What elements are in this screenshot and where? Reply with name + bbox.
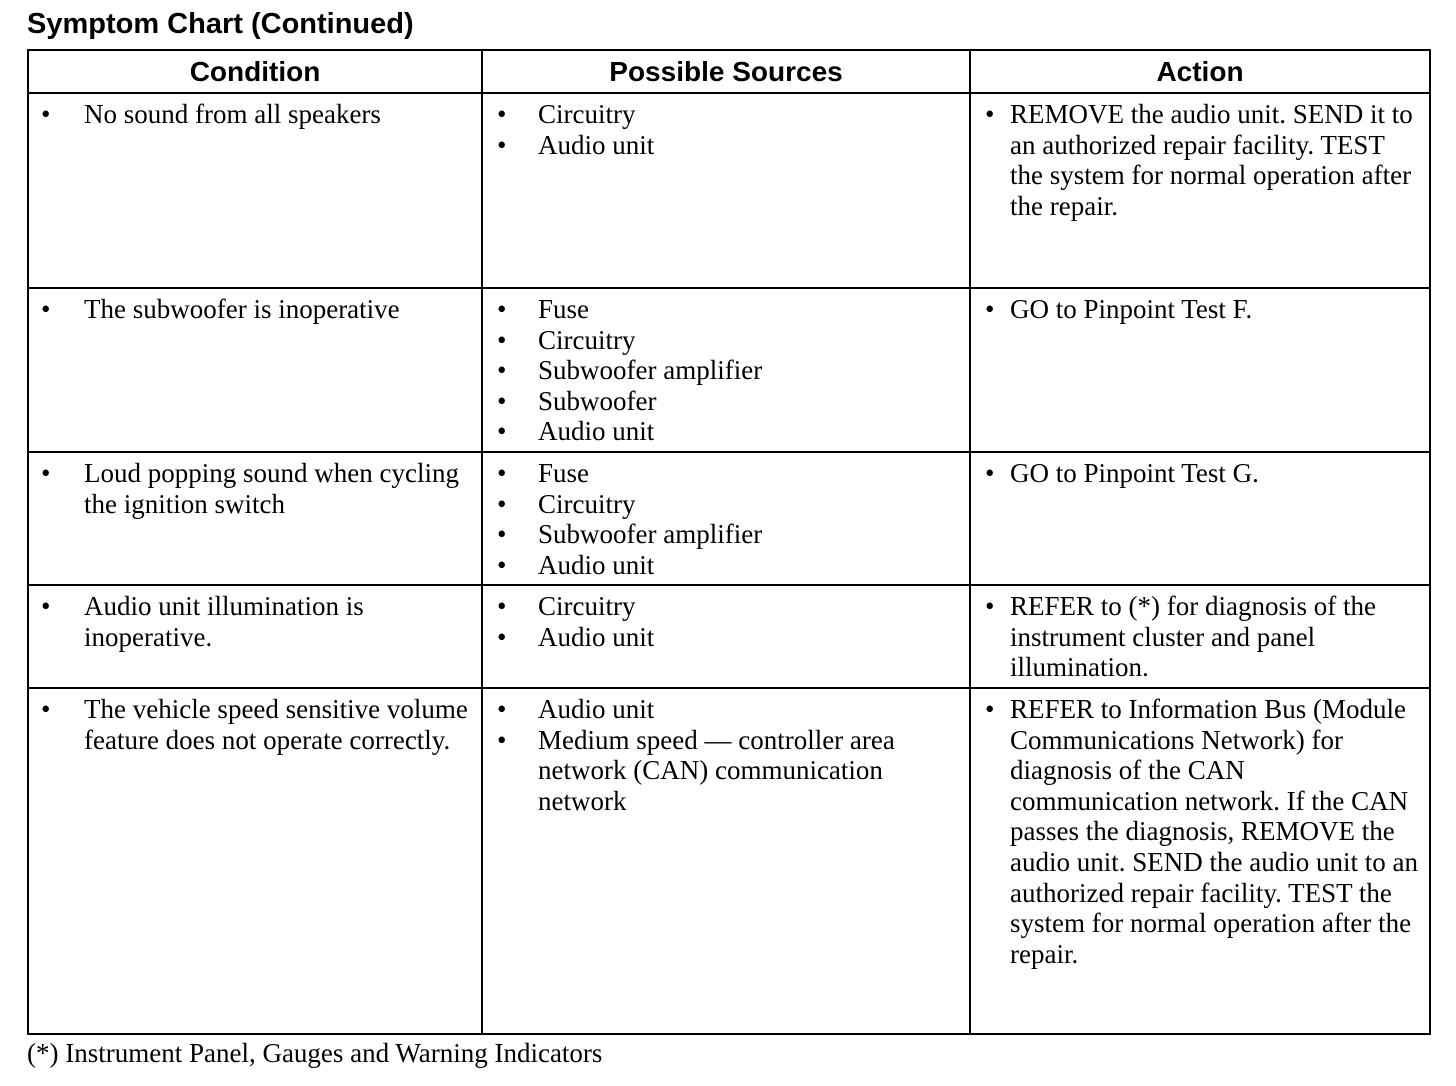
list-item [483, 386, 969, 417]
list-item [971, 458, 1429, 489]
bullet-list [29, 458, 481, 519]
action-cell [970, 288, 1430, 452]
bullet-list [29, 694, 481, 755]
bullet-icon: • [497, 129, 507, 160]
table-row [28, 452, 1430, 585]
list-item [483, 519, 969, 550]
list-item-text: Audio unit illumination is inoperative. [84, 591, 364, 652]
list-item [29, 99, 481, 130]
list-item [483, 325, 969, 356]
bullet-icon: • [497, 99, 507, 129]
list-item-text: Circuitry [538, 324, 636, 355]
list-item [483, 294, 969, 325]
list-item-text: Loud popping sound when cycling the ignition switch [84, 458, 459, 519]
list-item-text: Subwoofer amplifier [538, 355, 763, 386]
bullet-list [483, 99, 969, 160]
possible-sources-cell [482, 288, 970, 452]
bullet-list [29, 294, 481, 325]
list-item-text: Audio unit [538, 549, 655, 580]
bullet-icon: • [497, 621, 507, 652]
bullet-list [971, 294, 1429, 325]
bullet-icon: • [497, 519, 507, 550]
table-body [28, 93, 1430, 1034]
bullet-list [483, 694, 969, 816]
bullet-list [483, 591, 969, 652]
bullet-icon: • [497, 294, 507, 324]
bullet-icon: • [497, 355, 507, 386]
bullet-icon: • [497, 324, 507, 355]
list-item-text: GO to Pinpoint Test G. [1010, 458, 1259, 488]
bullet-list [29, 99, 481, 130]
list-item [29, 694, 481, 755]
list-item-text: GO to Pinpoint Test F. [1010, 294, 1253, 324]
list-item-text: The subwoofer is inoperative [84, 294, 400, 324]
bullet-icon: • [41, 99, 51, 129]
action-cell [970, 93, 1430, 288]
list-item [971, 591, 1429, 683]
bullet-icon: • [985, 294, 995, 324]
condition-cell [28, 585, 482, 688]
bullet-icon: • [497, 488, 507, 519]
header-row [28, 50, 1430, 93]
possible-sources-cell [482, 93, 970, 288]
list-item-text: Audio unit [538, 621, 655, 652]
action-cell [970, 688, 1430, 1034]
possible-sources-cell [482, 688, 970, 1034]
list-item-text: Fuse [538, 294, 590, 324]
list-item [29, 294, 481, 325]
bullet-list [29, 591, 481, 652]
bullet-icon: • [41, 294, 51, 324]
bullet-icon: • [497, 549, 507, 580]
list-item [483, 130, 969, 161]
table-row [28, 688, 1430, 1034]
symptom-chart-table [27, 49, 1431, 1035]
list-item [971, 294, 1429, 325]
table-row [28, 288, 1430, 452]
bullet-icon: • [41, 694, 51, 724]
page-title: Symptom Chart (Continued) [27, 8, 414, 40]
list-item [483, 416, 969, 447]
bullet-icon: • [985, 99, 995, 129]
list-item-text: Fuse [538, 458, 590, 488]
list-item [483, 622, 969, 653]
list-item [483, 694, 969, 725]
condition-cell [28, 688, 482, 1034]
bullet-icon: • [497, 416, 507, 447]
bullet-icon: • [41, 591, 51, 621]
condition-cell [28, 93, 482, 288]
condition-cell [28, 288, 482, 452]
bullet-list [971, 694, 1429, 969]
bullet-icon: • [497, 385, 507, 416]
list-item-text: Subwoofer [538, 385, 657, 416]
bullet-icon: • [497, 458, 507, 488]
header-action: Action [970, 50, 1430, 93]
bullet-icon: • [497, 724, 507, 755]
possible-sources-cell [482, 452, 970, 585]
header-possible-sources: Possible Sources [482, 50, 970, 93]
list-item [483, 725, 969, 817]
condition-cell [28, 452, 482, 585]
list-item-text: Medium speed — controller area network (CAN) communication network [538, 724, 895, 816]
bullet-list [971, 591, 1429, 683]
list-item [971, 694, 1429, 969]
bullet-icon: • [497, 591, 507, 621]
bullet-list [483, 294, 969, 447]
bullet-icon: • [497, 694, 507, 724]
list-item-text: REMOVE the audio unit. SEND it to an authorized repair facility. TEST the system for normal operation after the repair. [1010, 99, 1413, 221]
list-item [483, 489, 969, 520]
bullet-list [483, 458, 969, 580]
footnote: (*) Instrument Panel, Gauges and Warning Indicators [27, 1038, 603, 1068]
list-item-text: No sound from all speakers [84, 99, 381, 129]
list-item [483, 458, 969, 489]
bullet-list [971, 99, 1429, 221]
list-item [971, 99, 1429, 221]
table-row [28, 93, 1430, 288]
header-condition: Condition [28, 50, 482, 93]
bullet-icon: • [985, 591, 995, 621]
bullet-icon: • [41, 458, 51, 488]
list-item-text: Circuitry [538, 488, 636, 519]
list-item [483, 355, 969, 386]
list-item-text: Subwoofer amplifier [538, 519, 763, 550]
list-item-text: Audio unit [538, 416, 655, 447]
bullet-icon: • [985, 694, 995, 724]
list-item [483, 591, 969, 622]
action-cell [970, 452, 1430, 585]
list-item-text: Audio unit [538, 129, 655, 160]
list-item-text: Circuitry [538, 591, 636, 621]
bullet-list [971, 458, 1429, 489]
list-item-text: The vehicle speed sensitive volume feature does not operate correctly. [84, 694, 468, 755]
list-item [483, 99, 969, 130]
list-item-text: Circuitry [538, 99, 636, 129]
list-item-text: REFER to (*) for diagnosis of the instrument cluster and panel illumination. [1010, 591, 1376, 683]
list-item [483, 550, 969, 581]
possible-sources-cell [482, 585, 970, 688]
table-row [28, 585, 1430, 688]
list-item-text: Audio unit [538, 694, 655, 724]
list-item [29, 458, 481, 519]
bullet-icon: • [985, 458, 995, 488]
action-cell [970, 585, 1430, 688]
list-item [29, 591, 481, 652]
list-item-text: REFER to Information Bus (Module Communications Network) for diagnosis of the CAN communication network. If the CAN passes the diagnosis, REMOVE the audio unit. SEND the audio unit to an authorized repair facility. TEST the system for normal operation after the repair. [1010, 694, 1418, 969]
